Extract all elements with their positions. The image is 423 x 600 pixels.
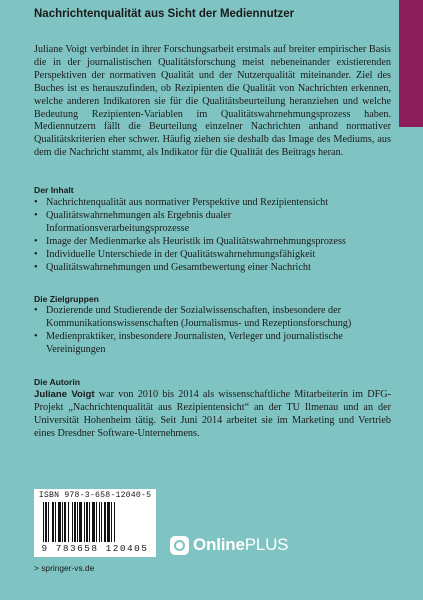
list-item: • Image der Medienmarke als Heuristik im Qualitätswahrnehmungsprozess	[34, 236, 364, 249]
online-plus-icon	[170, 536, 189, 555]
author-name: Juliane Voigt	[34, 389, 95, 400]
online-plus-strong: Online	[193, 535, 245, 554]
barcode-stripe	[79, 502, 82, 542]
author-heading: Die Autorin	[34, 377, 80, 387]
audience-list	[34, 305, 364, 357]
publisher-website[interactable]: > springer-vs.de	[34, 563, 95, 573]
barcode-stripe	[77, 502, 78, 542]
audience-heading: Die Zielgruppen	[34, 294, 99, 304]
barcode-stripe	[55, 502, 56, 542]
list-item: • Nachrichtenqualität aus normativer Perspektive und Rezipientensicht	[34, 197, 364, 210]
barcode-stripe	[84, 502, 85, 542]
barcode-stripe	[45, 502, 47, 542]
list-item: • Medienpraktiker, insbesondere Journalisten, Verleger und journalistische Vereinigungen	[34, 331, 364, 357]
list-item: • Qualitätswahrnehmungen und Gesamtbewertung einer Nachricht	[34, 262, 364, 275]
book-title: Nachrichtenqualität aus Sicht der Mediennutzer	[34, 8, 295, 20]
barcode-stripe	[107, 502, 110, 542]
barcode-bars	[43, 502, 147, 542]
barcode	[34, 489, 156, 557]
list-item: • Individuelle Unterschiede in der Qualitätswahrnehmungsfähigkeit	[34, 249, 364, 262]
barcode-stripe	[89, 502, 90, 542]
barcode-stripe	[52, 502, 54, 542]
barcode-stripe	[104, 502, 106, 542]
online-plus-thin: PLUS	[244, 535, 289, 554]
barcode-stripe	[43, 502, 44, 542]
barcode-stripe	[101, 502, 102, 542]
isbn-text: ISBN 978-3-658-12040-5	[38, 491, 152, 500]
barcode-stripe	[92, 502, 95, 542]
barcode-stripe	[58, 502, 61, 542]
barcode-stripe	[72, 502, 73, 542]
list-item: • Dozierende und Studierende der Sozialwissenschaften, insbesondere der Kommunikationswissenschaften (Journalismus- und Rezeptionsforschung)	[34, 305, 364, 331]
barcode-stripe	[99, 502, 100, 542]
contents-heading: Der Inhalt	[34, 185, 74, 195]
contents-list	[34, 197, 364, 274]
online-plus-logo	[170, 533, 288, 557]
barcode-stripe	[68, 502, 69, 542]
barcode-stripe	[111, 502, 112, 542]
barcode-stripe	[62, 502, 63, 542]
barcode-stripe	[64, 502, 66, 542]
author-bio	[34, 389, 391, 441]
accent-bar	[399, 0, 423, 127]
list-item: • Qualitätswahrnehmungen als Ergebnis dualer Informationsverarbeitungsprozesse	[34, 210, 364, 236]
barcode-stripe	[114, 502, 115, 542]
author-bio-text: war von 2010 bis 2014 als wissenschaftliche Mitarbeiterin im DFG-Projekt „Nachrichtenqualität aus Rezipientensicht“ an der TU Ilmenau und an der Universität Hohenheim tätig. Seit Juni 2014 arbeitet sie im Marketing und Vertrieb eines Dresdner Software-Unternehmens.	[34, 389, 391, 439]
intro-paragraph: Juliane Voigt verbindet in ihrer Forschungsarbeit erstmals auf breiter empirischer Basis die in der journalistischen Qualitätsforschung meist nebeneinander existierenden Perspektiven der normativen Qualität und der Nutzerqualität miteinander. Ziel des Buches ist es herauszufinden, ob Rezipienten die Qualität von Nachrichten erkennen, welche anderen Indikatoren sie für die Qualitätsbeurteilung heranziehen und welche Bedeutung Rezipienten-Variablen im Qualitätswahrnehmungsprozess haben. Mediennutzern fällt die Beurteilung einzelner Nachrichten anhand normativer Qualitätskriterien eher schwer. Häufig ziehen sie deshalb das Image des Mediums, aus dem die Nachricht stammt, als Indikator für die Qualität des Beitrags heran.	[34, 44, 391, 159]
barcode-stripe	[74, 502, 76, 542]
barcode-stripe	[48, 502, 49, 542]
barcode-number: 9 783658 120405	[41, 543, 149, 554]
website-text: springer-vs.de	[41, 563, 95, 573]
barcode-stripe	[86, 502, 88, 542]
barcode-stripe	[96, 502, 97, 542]
